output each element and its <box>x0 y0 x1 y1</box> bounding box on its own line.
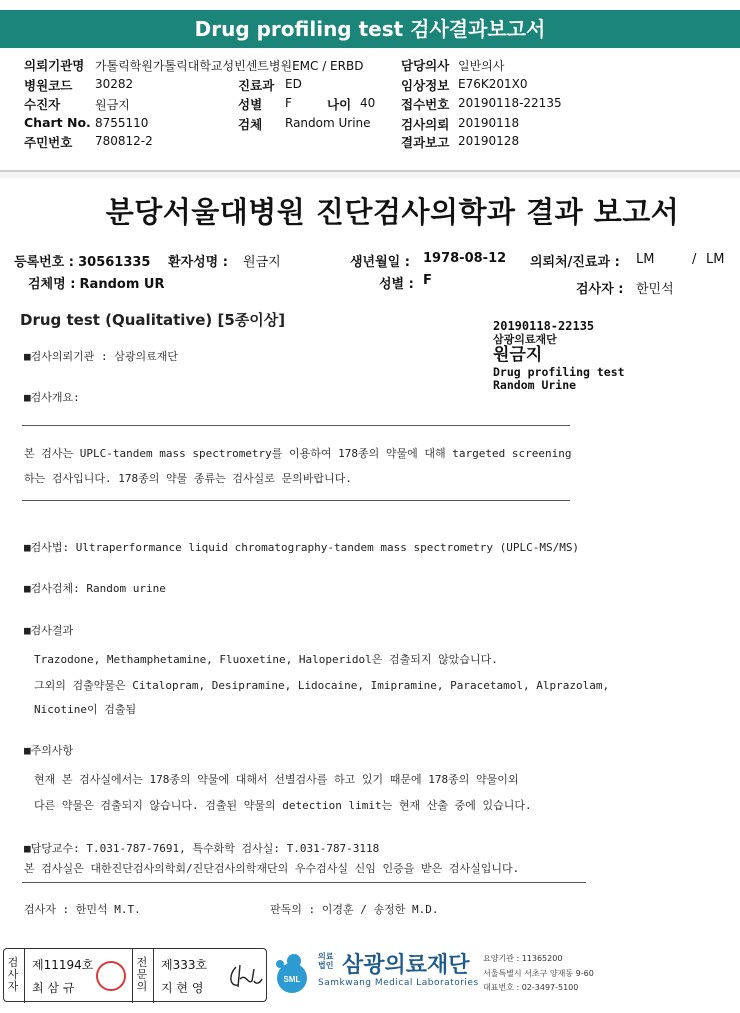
specimen-label: 검체 <box>238 117 263 132</box>
clinic-label-text: 의뢰처/진료과 : <box>530 255 620 270</box>
org-english: Samkwang Medical Laboratories <box>318 978 479 988</box>
dept-label: 진료과 <box>238 78 275 93</box>
resident-value: 780812-2 <box>95 134 153 148</box>
request-date-value: 20190118 <box>458 116 520 130</box>
tester-label <box>576 278 623 297</box>
overview-line1: 본 검사는 UPLC-tandem mass spectrometry를 이용하여 178종의 약물에 대해 targeted screening <box>24 447 572 460</box>
license-1: 제11194호 <box>32 958 94 972</box>
v-char: 전 <box>136 956 148 969</box>
specialist-vertical <box>135 957 149 993</box>
v-char: 자 <box>7 980 19 993</box>
clinic-value2: LM <box>706 252 725 267</box>
clinic-value1: LM <box>636 252 655 267</box>
chart-value: 8755110 <box>95 116 149 130</box>
v-char: 검 <box>7 956 19 969</box>
dob-value-text: 1978-08-12 <box>423 251 507 266</box>
doctor-label: 담당의사 <box>401 58 450 73</box>
org-address: 서울특별시 서초구 양재동 9-60 <box>483 969 594 978</box>
lab-report <box>0 178 740 938</box>
signer-2: 지 현 영 <box>161 981 204 995</box>
clinic-sep: / <box>692 252 697 267</box>
drug-test-title: Drug test (Qualitative) [5종이상] <box>20 311 286 329</box>
section-specimen: ■검사검체: Random urine <box>24 582 166 595</box>
divider <box>24 949 25 1003</box>
signer-1: 최 삼 규 <box>32 981 75 995</box>
report-tester: 검사자 : 한민석 M.T. <box>24 903 141 916</box>
result-line2: 그외의 검출약물은 Citalopram, Desipramine, Lidocaine, Imipramine, Paracetamol, Alprazolam, <box>34 679 610 692</box>
stamp-receipt: 20190118-22135 <box>493 319 595 333</box>
clinical-label: 임상정보 <box>401 78 450 93</box>
sex-value: F <box>285 96 292 110</box>
org-phone: 대표번호 : 02-3497-5100 <box>483 983 579 992</box>
receipt-label: 접수번호 <box>401 97 450 112</box>
report-sex <box>379 273 414 292</box>
sml-badge: SML <box>283 975 301 984</box>
institution-label: 의뢰기관명 <box>24 58 85 73</box>
divider <box>132 949 133 1003</box>
dob-label-text: 생년월일 : <box>350 255 410 270</box>
report-date-value: 20190128 <box>458 134 520 148</box>
section-caution: ■주의사항 <box>24 744 74 757</box>
dob-label <box>350 251 410 270</box>
report-reader: 판독의 : 이경훈 / 송정한 M.D. <box>270 903 439 916</box>
age-label: 나이 <box>327 97 352 112</box>
patient-value: 원금지 <box>95 98 130 112</box>
clinic-label <box>530 251 620 270</box>
name-label: 환자성명 : <box>168 255 228 270</box>
result-line1: Trazodone, Methamphetamine, Fluoxetine, Haloperidol은 검출되지 않았습니다. <box>34 653 498 666</box>
divider <box>22 500 570 501</box>
institution-value: 가톨릭학원가톨릭대학교성빈센트병원EMC / ERBD <box>95 59 364 73</box>
resident-label: 주민번호 <box>24 135 73 150</box>
specimen-value-text: Random UR <box>79 277 165 292</box>
specimen-label-text: 검체명 : <box>28 277 76 292</box>
sml-logo-icon <box>272 950 312 996</box>
request-date-label: 검사의뢰 <box>401 117 450 132</box>
report-title: 분당서울대병원 진단검사의학과 결과 보고서 <box>105 195 680 229</box>
dob-value <box>423 251 506 266</box>
org-code: 요양기관 : 11365200 <box>483 954 563 963</box>
clinical-value: E76K201X0 <box>458 77 528 91</box>
seal-icon <box>96 961 126 991</box>
stamp-name: 원금지 <box>493 345 543 366</box>
tester-label-text: 검사자 : <box>576 282 624 297</box>
caution-line2: 다른 약물은 검출되지 않습니다. 검출된 약물의 detection limit는 현재 산출 중에 있습니다. <box>34 799 532 812</box>
report-sex-label: 성별 : <box>379 277 414 292</box>
specimen <box>28 273 164 292</box>
report-title-bar: Drug profiling test 검사결과보고서 <box>0 10 740 48</box>
specimen-stamp <box>493 320 625 392</box>
footer <box>0 940 740 1013</box>
dept-value: ED <box>285 77 302 91</box>
patient-name-value: 원금지 <box>243 255 281 270</box>
age-value: 40 <box>360 96 376 110</box>
stamp-org: 삼광의료재단 <box>493 332 557 346</box>
org-name: 삼광의료재단 <box>342 953 470 978</box>
report-date-label: 결과보고 <box>401 135 450 150</box>
section-result: ■검사결과 <box>24 624 74 637</box>
result-line3: Nicotine이 검출됨 <box>34 703 137 716</box>
signature-box <box>3 948 267 1002</box>
receipt-value: 20190118-22135 <box>458 96 562 110</box>
section-institution: ■검사의뢰기관 : 삼광의료재단 <box>24 350 179 363</box>
v-char: 의 <box>136 980 148 993</box>
section-method: ■검사법: Ultraperformance liquid chromatography-tandem mass spectrometry (UPLC-MS/MS) <box>24 541 580 554</box>
reg-label: 등록번호 : <box>14 255 74 270</box>
certification-note: 본 검사실은 대한진단검사의학회/진단검사의학재단의 우수검사실 신임 인증을 받은 검사실입니다. <box>24 862 520 875</box>
reg-value: 30561335 <box>78 255 151 270</box>
section-overview: ■검사개요: <box>24 391 80 404</box>
request-header <box>0 52 740 172</box>
section-contact: ■담당교수: T.031-787-7691, 특수화학 검사실: T.031-787-3118 <box>24 842 380 855</box>
stamp-test: Drug profiling test <box>493 364 625 379</box>
reg-number <box>14 251 150 270</box>
hospital-code-label: 병원코드 <box>24 78 73 93</box>
chart-label: Chart No. <box>24 115 91 130</box>
signature-icon <box>226 961 264 993</box>
v-char: 사 <box>7 968 19 981</box>
overview-line2: 하는 검사입니다. 178종의 약물 종류는 검사실로 문의바랍니다. <box>24 472 352 485</box>
doctor-value: 일반의사 <box>458 59 505 73</box>
license-2: 제333호 <box>161 958 208 972</box>
divider <box>22 882 586 883</box>
hospital-code-value: 30282 <box>95 77 134 91</box>
report-sex-value-text: F <box>423 273 432 288</box>
caution-line1: 현재 본 검사실에서는 178종의 약물에 대해서 선별검사를 하고 있기 때문에 178종의 약물이외 <box>34 773 519 786</box>
specimen-value: Random Urine <box>285 116 371 130</box>
v-char: 문 <box>136 968 148 981</box>
report-sex-value <box>423 273 432 288</box>
patient-name <box>168 251 228 270</box>
tester-vertical <box>6 957 20 993</box>
org-prefix: 의료 법인 <box>318 952 334 970</box>
divider <box>153 949 154 1003</box>
stamp-specimen: Random Urine <box>493 378 577 393</box>
divider <box>22 425 570 426</box>
sex-label: 성별 <box>238 97 263 112</box>
patient-label: 수진자 <box>24 97 61 112</box>
tester-value: 한민석 <box>636 282 674 297</box>
